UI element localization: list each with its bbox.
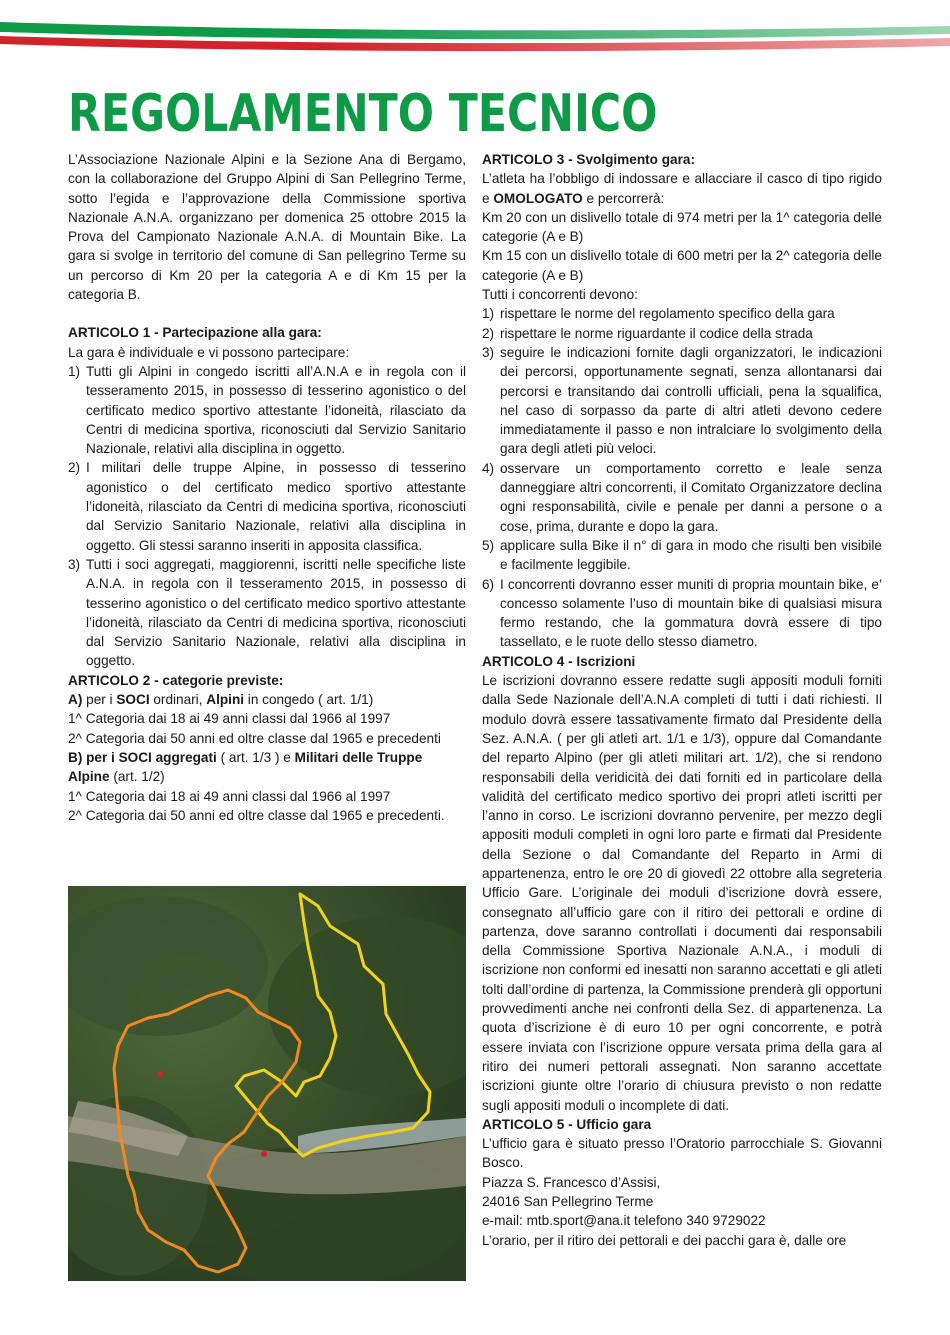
route-map-image <box>68 886 466 1281</box>
article-2-b-cat1: 1^ Categoria dai 18 ai 49 anni classi dal 1966 al 1997 <box>68 788 391 804</box>
article-3-list <box>482 304 882 651</box>
list-item: 1) Tutti gli Alpini in congedo iscritti all’A.N.A e in regola con il tesseramento 2015, in possesso di tesserino agonistico o del certificato medico sportivo attestante l’idoneità, rilasciato da Centri di medicina sportiva, riconosciuti dal Servizio Sanitario Nazionale, relativi alla disciplina in oggetto. <box>68 363 466 457</box>
address-line-1: Piazza S. Francesco d’Assisi, <box>482 1174 661 1190</box>
list-item: 4) osservare un comportamento corretto e leale senza danneggiare altri concorrenti, il Comitato Organizzatore declina ogni responsabilità, civile e penale per danni a persone o a cose, prima, durante e dopo la gara. <box>482 460 882 534</box>
page-title: REGOLAMENTO TECNICO <box>68 84 658 144</box>
list-item: 1) rispettare le norme del regolamento specifico della gara <box>482 306 835 322</box>
article-3-km20: Km 20 con un dislivello totale di 974 metri per la 1^ categoria delle categorie (A e B) <box>482 209 882 245</box>
article-2-b-cat2: 2^ Categoria dai 50 anni ed oltre classe dal 1965 e precedenti. <box>68 807 445 823</box>
article-5-text: L’ufficio gara è situato presso l’Oratorio parrocchiale S. Giovanni Bosco. <box>482 1136 882 1171</box>
tricolor-header-band <box>0 0 950 60</box>
article-2-a-line: A) per i SOCI ordinari, Alpini in congedo ( art. 1/1) <box>68 692 374 708</box>
article-3-must: Tutti i concorrenti devono: <box>482 287 638 303</box>
article-2-b-line: B) per i SOCI aggregati ( art. 1/3 ) e Militari delle Truppe Alpine (art. 1/2) <box>68 749 423 785</box>
address-line-2: 24016 San Pellegrino Terme <box>482 1194 654 1210</box>
left-column <box>68 150 466 825</box>
article-1-list <box>68 362 466 671</box>
list-item: 6) I concorrenti dovranno esser muniti di propria mountain bike, e’ concesso solamente l’uso di mountain bike di qualsiasi misura fermo restando, che la gommatura dovrà essere di tipo tassellato, e le ruote dello stesso diametro. <box>482 576 882 650</box>
contact-line: e-mail: mtb.sport@ana.it telefono 340 9729022 <box>482 1213 766 1229</box>
list-item: 3) Tutti i soci aggregati, maggiorenni, iscritti nelle specifiche liste A.N.A. in regola con il tesseramento 2015, in possesso di tesserino agonistico o del certificato medico sportivo attestante l’idoneità, rilasciato da Centri di medicina sportiva, riconosciuti dal Servizio Sanitario Nazionale, relativi alla disciplina in oggetto. <box>68 556 466 669</box>
article-3-km15: Km 15 con un dislivello totale di 600 metri per la 2^ categoria delle categorie (A e B) <box>482 248 882 283</box>
list-item: 2) rispettare le norme riguardante il codice della strada <box>482 325 813 341</box>
article-5-heading: ARTICOLO 5 - Ufficio gara <box>482 1116 652 1132</box>
article-3-heading: ARTICOLO 3 - Svolgimento gara: <box>482 152 695 167</box>
article-4-text: Le iscrizioni dovranno essere redatte sugli appositi moduli forniti dalla Sede Nazionale dell’A.N.A completi di tutti i dati richiesti. Il modulo dovrà essere tassativamente firmato dal Presidente della Sez. A.N.A. ( per gli atleti art. 1/1 e 1/3), oppure dal Comandante del reparto Alpino (per gli atleti militari art. 1/2), che si rendono responsabili della veridicità dei dati forniti ed in particolare della validità del certificato medico sportivo dei propri atleti iscritti per l’anno in corso. Le iscrizioni dovranno pervenire, per mezzo degli appositi moduli completi in ogni loro parte e firmati dal Presidente della Sezione o dal Comandante del Reparto in Armi di appartenenza, entro le ore 20 di giovedì 22 ottobre alla segreteria Ufficio Gare. L’originale dei moduli d’iscrizione dovrà essere, consegnato all’ufficio gare con il ritiro dei pettorali e ordine di partenza, dove saranno controllati i documenti dai responsabili della Commissione Sportiva Nazionale A.N.A., i moduli di iscrizione non conformi ed inesatti non saranno accettati e gli atleti tolti dall’ordine di partenza, la Commissione prenderà gli opportuni provvedimenti anche nei confronti della Sez. di appartenenza. La quota d’iscrizione è di euro 10 per ogni concorrente, e potrà essere inviata con l’iscrizione oppure versata prima della gara al ritiro dei numeri pettorali assegnati. Non saranno accettate iscrizioni giunte oltre l’orario di chiusura previsto o non redatte sugli appositi moduli o incomplete di dati. <box>482 673 882 1113</box>
list-item: 3) seguire le indicazioni fornite dagli organizzatori, le indicazioni dei percorsi, opportunamente segnati, senza allontanarsi dai percorsi e transitando dai controlli ufficiali, pena la squalifica, nel caso di sorpasso da parte di altri atleti devono cedere immediatamente il passo e non intralciare lo svolgimento della gara degli atleti più veloci. <box>482 344 882 457</box>
intro-paragraph: L’Associazione Nazionale Alpini e la Sezione Ana di Bergamo, con la collaborazione del Gruppo Alpini di San Pellegrino Terme, sotto l’egida e l’approvazione della Commissione sportiva Nazionale A.N.A. organizzano per domenica 25 ottobre 2015 la Prova del Campionato Nazionale A.N.A. di Mountain Bike. La gara si svolge in territorio del comune di San pellegrino Terme su un percorso di Km 20 per la categoria A e di Km 15 per la categoria B. <box>68 152 466 303</box>
article-3-lead: L’atleta ha l’obbligo di indossare e allacciare il casco di tipo rigido e OMOLOGATO e percorrerà: <box>482 171 882 206</box>
hours-line: L’orario, per il ritiro dei pettorali e dei pacchi gara è, dalle ore <box>482 1232 847 1248</box>
article-4-heading: ARTICOLO 4 - Iscrizioni <box>482 653 636 669</box>
list-item: 5) applicare sulla Bike il n° di gara in modo che risulti ben visibile e facilmente leggibile. <box>482 537 882 573</box>
right-column <box>482 150 882 1250</box>
list-item: 2) I militari delle truppe Alpine, in possesso di tesserino agonistico o del certificato medico sportivo attestante l’idoneità, rilasciato da Centri di medicina sportiva, riconosciuti dal Servizio Sanitario Nazionale, relativi alla disciplina in oggetto. Gli stessi saranno inseriti in apposita classifica. <box>68 460 466 553</box>
article-2-heading: ARTICOLO 2 - categorie previste: <box>68 672 284 688</box>
article-1-lead: La gara è individuale e vi possono partecipare: <box>68 344 350 360</box>
article-2-a-cat1: 1^ Categoria dai 18 ai 49 anni classi dal 1966 al 1997 <box>68 711 391 727</box>
article-2-a-cat2: 2^ Categoria dai 50 anni ed oltre classe dal 1965 e precedenti <box>68 730 441 746</box>
article-1-heading: ARTICOLO 1 - Partecipazione alla gara: <box>68 325 322 341</box>
